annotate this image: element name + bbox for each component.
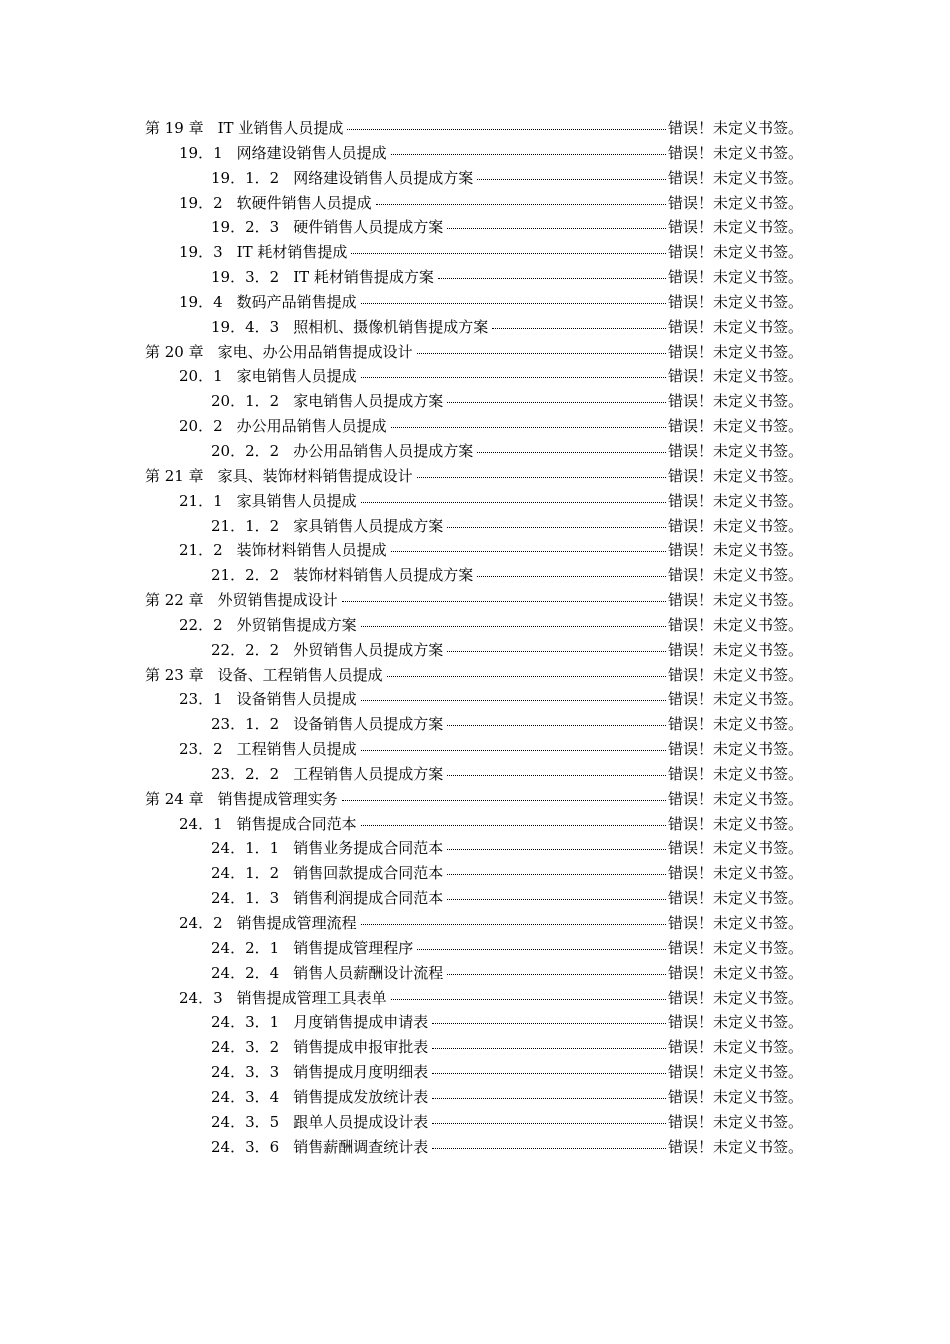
toc-entry[interactable] (145, 638, 803, 663)
toc-entry-page-ref: 错误！未定义书签。 (667, 814, 803, 833)
toc-entry-title: 销售人员薪酬设计流程 (293, 963, 444, 982)
toc-entry-page-ref: 错误！未定义书签。 (667, 1112, 803, 1131)
toc-dot-leader (432, 1087, 666, 1102)
toc-entry-title: 销售业务提成合同范本 (293, 839, 444, 858)
toc-dot-leader (447, 516, 666, 531)
toc-entry[interactable] (145, 464, 803, 489)
toc-dot-leader (342, 789, 666, 804)
toc-entry-title: 销售提成申报审批表 (293, 1038, 429, 1057)
toc-dot-leader (391, 416, 666, 431)
toc-dot-leader (361, 913, 666, 928)
toc-entry[interactable] (145, 265, 803, 290)
toc-entry-title: 数码产品销售提成 (236, 292, 357, 311)
toc-dot-leader (417, 938, 666, 953)
toc-dot-leader (361, 689, 666, 704)
toc-entry-number: 第 21 章 (145, 466, 204, 485)
toc-entry-title: 网络建设销售人员提成 (236, 143, 387, 162)
toc-dot-leader (438, 267, 666, 282)
toc-entry[interactable] (145, 986, 803, 1011)
toc-entry-number: 20．1．2 (211, 392, 280, 411)
toc-entry-title: 外贸销售提成方案 (236, 615, 357, 634)
toc-entry-number: 19．2 (179, 193, 223, 212)
toc-entry-number: 24．1．2 (211, 864, 280, 883)
toc-entry-page-ref: 错误！未定义书签。 (667, 143, 803, 162)
toc-entry-page-ref: 错误！未定义书签。 (667, 243, 803, 262)
toc-dot-leader (387, 665, 666, 680)
toc-entry-number: 19．1 (179, 143, 223, 162)
toc-dot-leader (361, 615, 666, 630)
toc-entry-title: 销售利润提成合同范本 (293, 889, 444, 908)
toc-dot-leader (376, 193, 666, 208)
toc-entry-title: 硬件销售人员提成方案 (293, 218, 444, 237)
toc-entry-page-ref: 错误！未定义书签。 (667, 268, 803, 287)
toc-entry-page-ref: 错误！未定义书签。 (667, 317, 803, 336)
toc-entry-title: 外贸销售提成设计 (217, 591, 338, 610)
toc-entry[interactable] (145, 1085, 803, 1110)
toc-entry-number: 21．2．2 (211, 566, 280, 585)
toc-entry[interactable] (145, 315, 803, 340)
toc-dot-leader (447, 838, 666, 853)
toc-entry-title: 照相机、摄像机销售提成方案 (293, 317, 489, 336)
toc-entry-number: 21．1 (179, 491, 223, 510)
toc-entry-page-ref: 错误！未定义书签。 (667, 665, 803, 684)
toc-entry-page-ref: 错误！未定义书签。 (667, 1137, 803, 1156)
toc-entry[interactable] (145, 191, 803, 216)
toc-entry-title: 家电、办公用品销售提成设计 (217, 342, 413, 361)
toc-entry-title: 家具销售人员提成方案 (293, 516, 444, 535)
toc-entry-title: 办公用品销售人员提成 (236, 417, 387, 436)
toc-entry[interactable] (145, 166, 803, 191)
toc-entry-title: 销售提成管理程序 (293, 938, 414, 957)
toc-entry-page-ref: 错误！未定义书签。 (667, 839, 803, 858)
toc-dot-leader (447, 640, 666, 655)
toc-entry-number: 24．3．2 (211, 1038, 280, 1057)
toc-entry-number: 21．1．2 (211, 516, 280, 535)
toc-entry-number: 20．1 (179, 367, 223, 386)
table-of-contents (145, 116, 803, 1159)
toc-entry-number: 第 20 章 (145, 342, 204, 361)
toc-dot-leader (351, 242, 666, 257)
toc-dot-leader (432, 1062, 666, 1077)
toc-entry-page-ref: 错误！未定义书签。 (667, 938, 803, 957)
toc-dot-leader (447, 764, 666, 779)
toc-entry-page-ref: 错误！未定义书签。 (667, 466, 803, 485)
toc-entry[interactable] (145, 215, 803, 240)
toc-dot-leader (432, 1037, 666, 1052)
toc-entry[interactable] (145, 836, 803, 861)
toc-entry-page-ref: 错误！未定义书签。 (667, 119, 803, 137)
toc-entry[interactable] (145, 563, 803, 588)
toc-entry[interactable] (145, 936, 803, 961)
toc-entry-title: 办公用品销售人员提成方案 (293, 441, 474, 460)
toc-entry-number: 19．3 (179, 243, 223, 262)
toc-entry-title: 跟单人员提成设计表 (293, 1112, 429, 1131)
toc-entry-number: 19．4．3 (211, 317, 280, 336)
toc-entry-number: 24．1 (179, 814, 223, 833)
toc-entry-number: 24．3．4 (211, 1087, 280, 1106)
toc-entry-number: 23．1．2 (211, 715, 280, 734)
toc-entry-title: 家电销售人员提成 (236, 367, 357, 386)
toc-entry-title: IT 业销售人员提成 (217, 119, 344, 137)
toc-entry-title: IT 耗材销售提成 (236, 243, 348, 262)
toc-entry-title: 销售提成月度明细表 (293, 1063, 429, 1082)
toc-entry-number: 24．2．4 (211, 963, 280, 982)
toc-entry-number: 20．2．2 (211, 441, 280, 460)
toc-entry-title: 外贸销售人员提成方案 (293, 640, 444, 659)
toc-dot-leader (361, 292, 666, 307)
toc-entry-page-ref: 错误！未定义书签。 (667, 516, 803, 535)
toc-entry-number: 24．3 (179, 988, 223, 1007)
toc-dot-leader (347, 118, 666, 133)
toc-entry-page-ref: 错误！未定义书签。 (667, 292, 803, 311)
toc-entry-page-ref: 错误！未定义书签。 (667, 764, 803, 783)
toc-entry[interactable] (145, 687, 803, 712)
toc-entry-page-ref: 错误！未定义书签。 (667, 988, 803, 1007)
toc-entry-title: IT 耗材销售提成方案 (293, 268, 434, 287)
toc-entry-page-ref: 错误！未定义书签。 (667, 218, 803, 237)
toc-entry-number: 20．2 (179, 417, 223, 436)
toc-entry-page-ref: 错误！未定义书签。 (667, 864, 803, 883)
toc-dot-leader (361, 366, 666, 381)
toc-dot-leader (432, 1012, 666, 1027)
toc-entry[interactable] (145, 861, 803, 886)
toc-entry[interactable] (145, 240, 803, 265)
toc-dot-leader (417, 466, 666, 481)
toc-entry-number: 23．1 (179, 690, 223, 709)
toc-entry[interactable] (145, 886, 803, 911)
toc-dot-leader (391, 540, 666, 555)
toc-entry-number: 22．2．2 (211, 640, 280, 659)
toc-entry-page-ref: 错误！未定义书签。 (667, 889, 803, 908)
toc-entry[interactable] (145, 290, 803, 315)
toc-dot-leader (447, 391, 666, 406)
toc-entry-page-ref: 错误！未定义书签。 (667, 168, 803, 187)
toc-entry-number: 第 19 章 (145, 119, 204, 137)
toc-entry-page-ref: 错误！未定义书签。 (667, 591, 803, 610)
toc-entry-page-ref: 错误！未定义书签。 (667, 914, 803, 932)
toc-entry-number: 19．3．2 (211, 268, 280, 287)
toc-entry-title: 销售提成合同范本 (236, 814, 357, 833)
toc-dot-leader (342, 590, 666, 605)
toc-entry[interactable] (145, 588, 803, 613)
toc-entry-page-ref: 错误！未定义书签。 (667, 1013, 803, 1032)
toc-entry[interactable] (145, 489, 803, 514)
toc-entry[interactable] (145, 911, 803, 936)
toc-dot-leader (361, 739, 666, 754)
toc-entry-title: 网络建设销售人员提成方案 (293, 168, 474, 187)
toc-entry[interactable] (145, 141, 803, 166)
toc-entry[interactable] (145, 712, 803, 737)
toc-entry-title: 销售提成发放统计表 (293, 1087, 429, 1106)
toc-entry-number: 24．3．3 (211, 1063, 280, 1082)
toc-entry-number: 24．3．6 (211, 1137, 280, 1156)
toc-entry-page-ref: 错误！未定义书签。 (667, 541, 803, 560)
toc-entry[interactable] (145, 1060, 803, 1085)
toc-entry-title: 销售薪酬调查统计表 (293, 1137, 429, 1156)
toc-entry-page-ref: 错误！未定义书签。 (667, 615, 803, 634)
toc-dot-leader (477, 168, 666, 183)
toc-entry-title: 工程销售人员提成 (236, 740, 357, 759)
toc-entry[interactable] (145, 439, 803, 464)
toc-entry[interactable] (145, 414, 803, 439)
toc-dot-leader (361, 491, 666, 506)
toc-dot-leader (447, 714, 666, 729)
toc-entry-number: 23．2 (179, 740, 223, 759)
toc-dot-leader (432, 1137, 666, 1152)
toc-entry-title: 工程销售人员提成方案 (293, 764, 444, 783)
toc-dot-leader (477, 441, 666, 456)
toc-dot-leader (477, 565, 666, 580)
toc-entry-title: 装饰材料销售人员提成 (236, 541, 387, 560)
toc-entry-number: 22．2 (179, 615, 223, 634)
toc-dot-leader (361, 814, 666, 829)
toc-entry-number: 24．1．3 (211, 889, 280, 908)
toc-dot-leader (432, 1112, 666, 1127)
toc-entry[interactable] (145, 1010, 803, 1035)
toc-entry-title: 软硬件销售人员提成 (236, 193, 372, 212)
toc-entry-title: 设备销售人员提成 (236, 690, 357, 709)
toc-entry-page-ref: 错误！未定义书签。 (667, 740, 803, 759)
toc-entry-title: 家具、装饰材料销售提成设计 (217, 466, 413, 485)
toc-entry[interactable] (145, 812, 803, 837)
toc-entry-page-ref: 错误！未定义书签。 (667, 1038, 803, 1057)
toc-entry-page-ref: 错误！未定义书签。 (667, 441, 803, 460)
toc-entry-page-ref: 错误！未定义书签。 (667, 690, 803, 709)
toc-entry-title: 装饰材料销售人员提成方案 (293, 566, 474, 585)
toc-entry-page-ref: 错误！未定义书签。 (667, 566, 803, 585)
toc-entry[interactable] (145, 762, 803, 787)
toc-dot-leader (447, 863, 666, 878)
toc-entry-title: 家电销售人员提成方案 (293, 392, 444, 411)
toc-entry[interactable] (145, 389, 803, 414)
toc-entry-number: 24．2．1 (211, 938, 280, 957)
toc-entry[interactable] (145, 1135, 803, 1160)
toc-entry-title: 设备销售人员提成方案 (293, 715, 444, 734)
toc-dot-leader (492, 317, 666, 332)
toc-dot-leader (447, 888, 666, 903)
toc-entry-page-ref: 错误！未定义书签。 (667, 193, 803, 212)
toc-entry[interactable] (145, 538, 803, 563)
toc-entry-number: 24．3．5 (211, 1112, 280, 1131)
toc-entry-title: 设备、工程销售人员提成 (217, 665, 383, 684)
toc-entry[interactable] (145, 613, 803, 638)
toc-entry-number: 19．4 (179, 292, 223, 311)
toc-dot-leader (447, 963, 666, 978)
toc-dot-leader (391, 143, 666, 158)
toc-entry-number: 24．2 (179, 914, 223, 932)
toc-entry-page-ref: 错误！未定义书签。 (667, 789, 803, 808)
toc-entry[interactable] (145, 1035, 803, 1060)
toc-entry-page-ref: 错误！未定义书签。 (667, 715, 803, 734)
toc-entry-number: 24．1．1 (211, 839, 280, 858)
toc-entry-page-ref: 错误！未定义书签。 (667, 1087, 803, 1106)
toc-dot-leader (417, 342, 666, 357)
toc-entry-page-ref: 错误！未定义书签。 (667, 1063, 803, 1082)
toc-entry-number: 21．2 (179, 541, 223, 560)
toc-entry[interactable] (145, 1110, 803, 1135)
toc-entry-number: 19．2．3 (211, 218, 280, 237)
toc-entry[interactable] (145, 961, 803, 986)
toc-entry-number: 23．2．2 (211, 764, 280, 783)
toc-entry-title: 销售提成管理流程 (236, 914, 357, 932)
toc-entry-page-ref: 错误！未定义书签。 (667, 342, 803, 361)
toc-entry-number: 第 24 章 (145, 789, 204, 808)
toc-entry-title: 家具销售人员提成 (236, 491, 357, 510)
toc-entry-number: 24．3．1 (211, 1013, 280, 1032)
toc-entry-title: 销售提成管理实务 (217, 789, 338, 808)
toc-entry-number: 19．1．2 (211, 168, 280, 187)
toc-entry[interactable] (145, 663, 803, 688)
toc-entry[interactable] (145, 737, 803, 762)
toc-entry-page-ref: 错误！未定义书签。 (667, 417, 803, 436)
toc-entry-title: 销售提成管理工具表单 (236, 988, 387, 1007)
toc-entry-title: 月度销售提成申请表 (293, 1013, 429, 1032)
toc-entry[interactable] (145, 364, 803, 389)
toc-entry-number: 第 22 章 (145, 591, 204, 610)
toc-entry-page-ref: 错误！未定义书签。 (667, 640, 803, 659)
toc-entry[interactable] (145, 514, 803, 539)
toc-entry-title: 销售回款提成合同范本 (293, 864, 444, 883)
toc-entry[interactable] (145, 787, 803, 812)
toc-entry[interactable] (145, 340, 803, 365)
toc-entry-page-ref: 错误！未定义书签。 (667, 392, 803, 411)
toc-dot-leader (447, 217, 666, 232)
toc-entry-page-ref: 错误！未定义书签。 (667, 963, 803, 982)
toc-entry-number: 第 23 章 (145, 665, 204, 684)
toc-dot-leader (391, 988, 666, 1003)
toc-entry[interactable] (145, 116, 803, 141)
toc-entry-page-ref: 错误！未定义书签。 (667, 367, 803, 386)
toc-entry-page-ref: 错误！未定义书签。 (667, 491, 803, 510)
